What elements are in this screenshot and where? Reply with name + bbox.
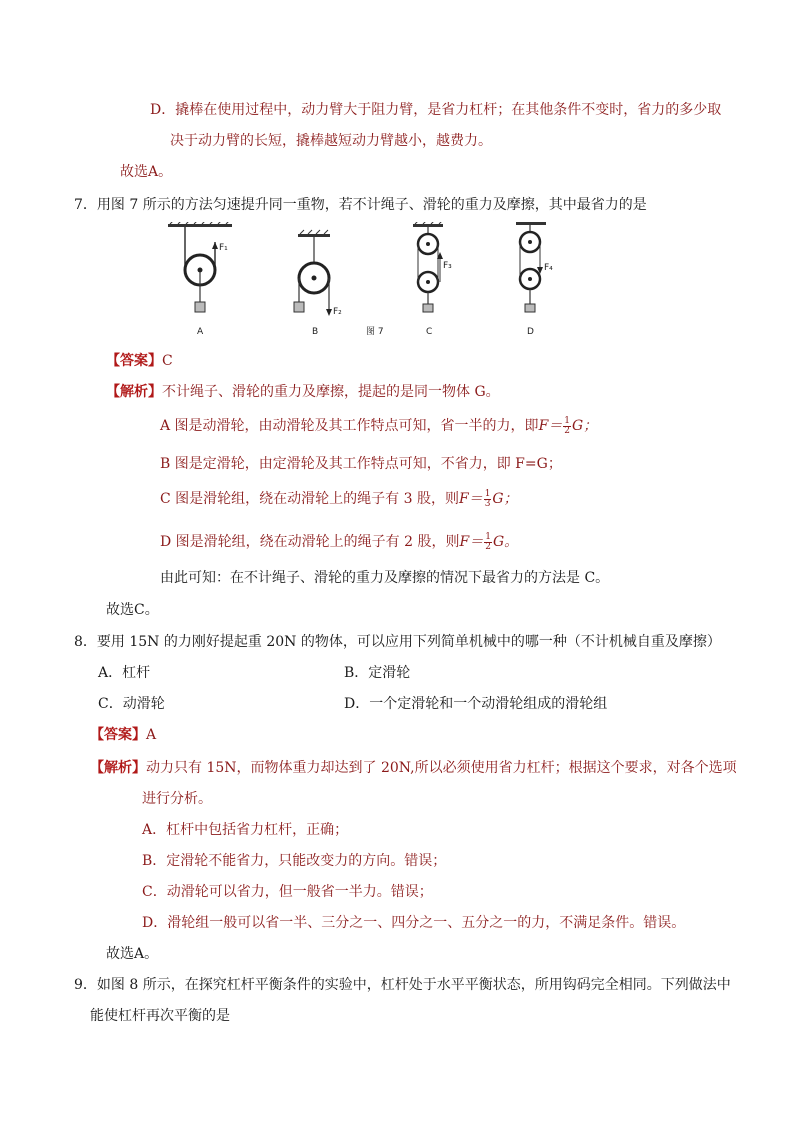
force-f3-label: F₃	[443, 261, 452, 271]
q7-reason-a	[160, 416, 597, 436]
analysis-text: 不计绳子、滑轮的重力及摩擦，提起的是同一物体 G。	[162, 384, 500, 400]
label-c: C	[426, 327, 433, 337]
q8-option-c: C．动滑轮	[98, 696, 165, 712]
force-f2-label: F₂	[333, 307, 342, 317]
q7-reason-c	[160, 489, 518, 509]
force-f1-label: F₁	[219, 243, 228, 253]
q7-conclusion: 由此可知：在不计绳子、滑轮的重力及摩擦的情况下最省力的方法是 C。	[160, 570, 610, 586]
pulley-b-diagram	[294, 230, 342, 337]
q7-analysis	[106, 382, 500, 402]
fraction-den: 3	[484, 498, 491, 509]
reason-a-eq-suffix: G；	[572, 418, 598, 434]
prev-choose: 故选A。	[120, 164, 173, 180]
q8-analysis-cont: 进行分析。	[142, 791, 212, 807]
q8-option-a: A．杠杆	[98, 665, 151, 681]
label-b: B	[312, 327, 319, 337]
answer-value: A	[146, 727, 157, 743]
reason-a-eq: F＝	[538, 418, 563, 434]
prev-option-d-line1: D．撬棒在使用过程中，动力臂大于阻力臂，是省力杠杆；在其他条件不变时，省力的多少取	[150, 102, 722, 118]
fraction	[484, 533, 492, 552]
answer-tag: 【答案】	[106, 353, 162, 369]
q7-answer	[106, 351, 173, 371]
q9-stem-line2: 能使杠杆再次平衡的是	[90, 1008, 230, 1024]
label-d: D	[527, 327, 534, 337]
pulley-d-diagram	[516, 222, 553, 337]
pulley-a-diagram	[168, 222, 232, 337]
fraction-den: 2	[564, 425, 571, 436]
reason-d-eq-suffix: G。	[492, 534, 519, 550]
analysis-tag: 【解析】	[106, 384, 162, 400]
reason-d-text: D 图是滑轮组，绕在动滑轮上的绳子有 2 股，则	[160, 534, 460, 550]
answer-tag: 【答案】	[90, 727, 146, 743]
fraction-den: 2	[485, 541, 491, 552]
q9-stem-line1: 9．如图 8 所示，在探究杠杆平衡条件的实验中，杠杆处于水平平衡状态，所用钩码完全相同。下列做法中	[74, 977, 731, 993]
reason-c-eq-suffix: G；	[492, 491, 518, 507]
analysis-text: 动力只有 15N，而物体重力却达到了 20N,所以必须使用省力杠杆；根据这个要求，对各个选项	[146, 760, 737, 776]
reason-a-text: A 图是动滑轮，由动滑轮及其工作特点可知，省一半的力，即	[160, 418, 539, 434]
q8-answer	[90, 725, 156, 745]
q8-option-d: D．一个定滑轮和一个动滑轮组成的滑轮组	[344, 696, 608, 712]
fraction-num: 1	[484, 488, 491, 499]
analysis-tag: 【解析】	[90, 760, 146, 776]
reason-d-eq: F＝	[459, 534, 484, 550]
fraction	[484, 490, 492, 509]
q8-analysis	[90, 758, 737, 778]
prev-option-d-line2: 决于动力臂的长短，撬棒越短动力臂越小，越费力。	[170, 133, 492, 149]
answer-value: C	[162, 353, 173, 369]
q8-reason-c: C．动滑轮可以省力，但一般省一半力。错误；	[142, 884, 433, 900]
q8-reason-b: B．定滑轮不能省力，只能改变力的方向。错误；	[142, 853, 447, 869]
q7-choose: 故选C。	[106, 602, 159, 618]
q8-option-b: B．定滑轮	[344, 665, 411, 681]
pulley-figure-7	[160, 222, 580, 344]
q8-choose: 故选A。	[106, 946, 159, 962]
fraction-num: 1	[485, 531, 491, 542]
q8-reason-a: A．杠杆中包括省力杠杆，正确；	[142, 822, 349, 838]
reason-c-text: C 图是滑轮组，绕在动滑轮上的绳子有 3 股，则	[160, 491, 459, 507]
pulley-c-diagram	[413, 222, 452, 337]
q7-stem: 7．用图 7 所示的方法匀速提升同一重物，若不计绳子、滑轮的重力及摩擦，其中最省力的是	[74, 197, 647, 213]
fraction-num: 1	[564, 415, 571, 426]
figure-caption: 图 7	[366, 327, 384, 337]
q8-stem: 8．要用 15N 的力刚好提起重 20N 的物体，可以应用下列简单机械中的哪一种（不计机械自重及摩擦）	[74, 634, 721, 650]
fraction	[563, 417, 571, 436]
reason-c-eq: F＝	[458, 491, 483, 507]
q8-reason-d: D．滑轮组一般可以省一半、三分之一、四分之一、五分之一的力，不满足条件。错误。	[142, 915, 686, 931]
force-f4-label: F₄	[544, 263, 553, 273]
q7-reason-b: B 图是定滑轮，由定滑轮及其工作特点可知，不省力，即 F=G；	[160, 456, 562, 472]
q7-reason-d	[160, 532, 518, 552]
label-a: A	[197, 327, 204, 337]
